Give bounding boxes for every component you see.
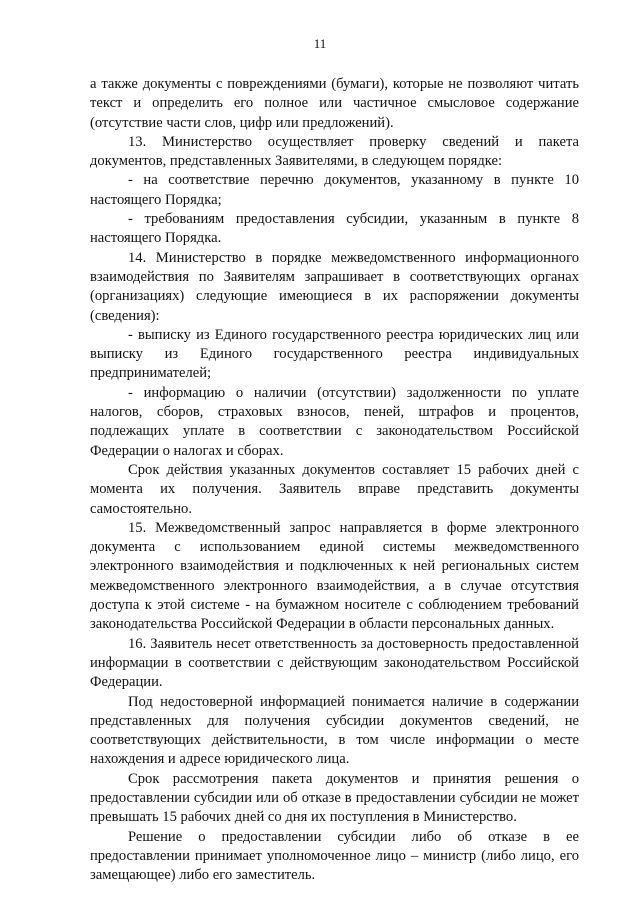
- paragraph-13: 13. Министерство осуществляет проверку сведений и пакета документов, представленных Заявителями, в следующем порядке:: [90, 133, 579, 170]
- paragraph-decision: Решение о предоставлении субсидии либо об отказе в ее предоставлении принимает уполномоченное лицо – министр (либо лицо, его замещающее) либо его заместитель.: [90, 828, 579, 884]
- page-number: 11: [313, 36, 327, 51]
- paragraph-review-period: Срок рассмотрения пакета документов и принятия решения о предоставлении субсидии или об отказе в предоставлении субсидии не может превышать 15 рабочих дней со дня их поступления в Министерство.: [90, 770, 579, 826]
- paragraph-16: 16. Заявитель несет ответственность за достоверность предоставленной информации в соответствии с действующим законодательством Российской Федерации.: [90, 635, 579, 691]
- paragraph-document-validity: Срок действия указанных документов составляет 15 рабочих дней с момента их получения. Заявитель вправе представить документы самостоятельно.: [90, 461, 579, 517]
- document-body: [90, 75, 579, 885]
- paragraph-false-information: Под недостоверной информацией понимается наличие в содержании представленных для получения субсидии документов сведений, не соответствующих действительности, в том числе информации о месте нахождения и адресе юридического лица.: [90, 693, 579, 768]
- paragraph-15: 15. Межведомственный запрос направляется в форме электронного документа с использованием единой системы межведомственного электронного взаимодействия и подключенных к ней региональных систем межведомственного электронного взаимодействия, а в случае отсутствия доступа к этой системе - на бумажном носителе с соблюдением требований законодательства Российской Федерации в области персональных данных.: [90, 519, 579, 633]
- list-item-14-1: - выписку из Единого государственного реестра юридических лиц или выписку из Единого государственного реестра индивидуальных предпринимателей;: [90, 326, 579, 382]
- list-item-13-1: - на соответствие перечню документов, указанному в пункте 10 настоящего Порядка;: [90, 172, 579, 208]
- paragraph-14: 14. Министерство в порядке межведомственного информационного взаимодействия по Заявителям запрашивает в соответствующих органах (организациях) следующие имеющиеся в их распоряжении документы (сведения):: [90, 249, 579, 324]
- paragraph-continuation: а также документы с повреждениями (бумаги), которые не позволяют читать текст и определить его полное или частичное смысловое содержание (отсутствие части слов, цифр или предложений).: [90, 76, 579, 131]
- list-item-13-2: - требованиям предоставления субсидии, указанным в пункте 8 настоящего Порядка.: [90, 211, 579, 247]
- list-item-14-2: - информацию о наличии (отсутствии) задолженности по уплате налогов, сборов, страховых взносов, пеней, штрафов и процентов, подлежащих уплате в соответствии с законодательством Российской Федерации о налогах и сборах.: [90, 384, 579, 459]
